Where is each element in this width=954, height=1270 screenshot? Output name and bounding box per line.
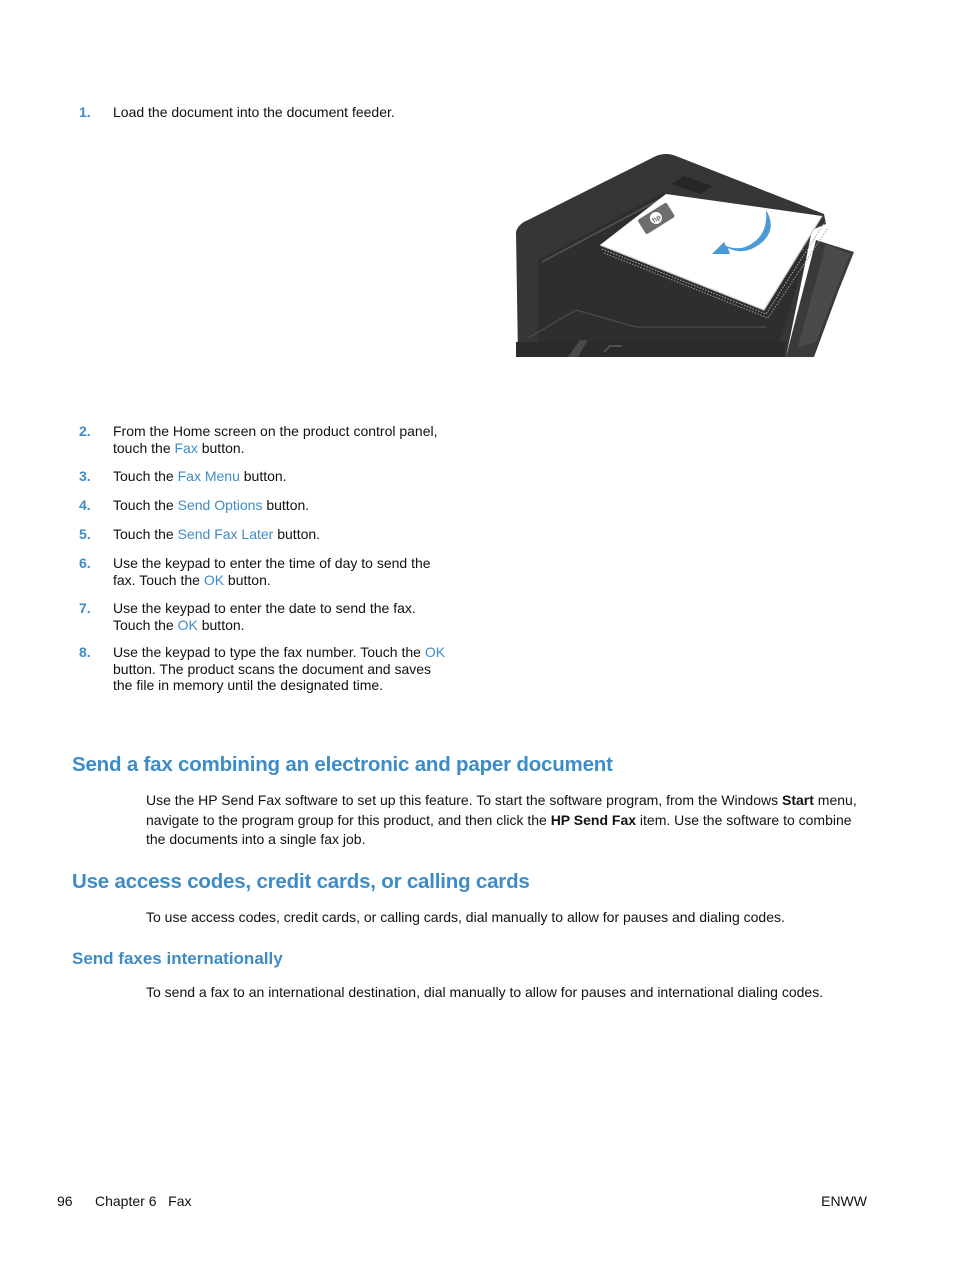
text-run: Use the keypad to type the fax number. Touch the <box>113 644 425 660</box>
document-feeder-illustration <box>516 152 856 360</box>
step-text <box>113 497 453 514</box>
section-heading-international: Send faxes internationally <box>72 949 283 968</box>
text-run: button. <box>197 616 245 633</box>
text-run: button. <box>262 497 310 513</box>
text-run: item. Use the software to combine the documents into a single fax job. <box>146 811 852 847</box>
step-number: 7. <box>79 600 91 616</box>
step-number: 6. <box>79 555 91 571</box>
step-number: 1. <box>79 104 91 120</box>
step-text <box>113 644 453 694</box>
text-run: Use the keypad to enter the time of day to send the fax. Touch the <box>113 555 431 588</box>
ui-button-name: OK <box>424 644 446 660</box>
ui-button-name: Fax Menu <box>177 468 240 484</box>
text-run: Touch the <box>113 468 178 484</box>
text-run: menu, navigate to the program group for this product, and then click the <box>146 792 857 828</box>
step-text <box>113 555 453 588</box>
page-number: 96 <box>57 1193 73 1209</box>
section-text-combine <box>146 791 871 850</box>
step-number: 2. <box>79 423 91 439</box>
emphasis-text: HP Send Fax <box>550 811 637 828</box>
section-heading-combine: Send a fax combining an electronic and paper document <box>72 753 613 776</box>
text-run: Touch the <box>113 526 178 542</box>
ui-button-name: Fax <box>174 439 198 456</box>
chapter-label: Chapter 6 Fax <box>95 1193 192 1209</box>
text-run: Load the document into the document feeder. <box>113 104 395 120</box>
step-text <box>113 423 453 456</box>
emphasis-text: Start <box>782 792 814 808</box>
text-run: button. <box>197 439 245 456</box>
section-text-access-codes: To use access codes, credit cards, or calling cards, dial manually to allow for pauses and dialing codes. <box>146 909 785 925</box>
text-run: Use the HP Send Fax software to set up this feature. To start the software program, from the Windows <box>146 792 782 808</box>
step-number: 3. <box>79 468 91 484</box>
step-text <box>113 468 453 485</box>
ui-button-name: Send Options <box>177 497 263 513</box>
section-heading-access-codes: Use access codes, credit cards, or calling cards <box>72 870 530 893</box>
step-number: 4. <box>79 497 91 513</box>
step-text <box>113 526 453 543</box>
text-run: button. <box>239 468 287 484</box>
section-text-international: To send a fax to an international destination, dial manually to allow for pauses and international dialing codes. <box>146 984 824 1000</box>
text-run: Touch the <box>113 497 178 513</box>
step-number: 8. <box>79 644 91 660</box>
text-run: button. The product scans the document and saves the file in memory until the designated time. <box>113 660 432 693</box>
text-run: button. <box>273 526 321 542</box>
text-run: Use the keypad to enter the date to send the fax. Touch the <box>113 600 416 633</box>
ui-button-name: OK <box>177 616 198 633</box>
svg-text:hp: hp <box>651 214 663 225</box>
text-run: From the Home screen on the product control panel, touch the <box>113 423 438 456</box>
step-number: 5. <box>79 526 91 542</box>
ui-button-name: OK <box>203 571 225 588</box>
text-run: button. <box>224 571 271 588</box>
ui-button-name: Send Fax Later <box>177 526 274 542</box>
step-text <box>113 600 453 633</box>
step-text <box>113 104 453 121</box>
document-code: ENWW <box>821 1193 867 1209</box>
